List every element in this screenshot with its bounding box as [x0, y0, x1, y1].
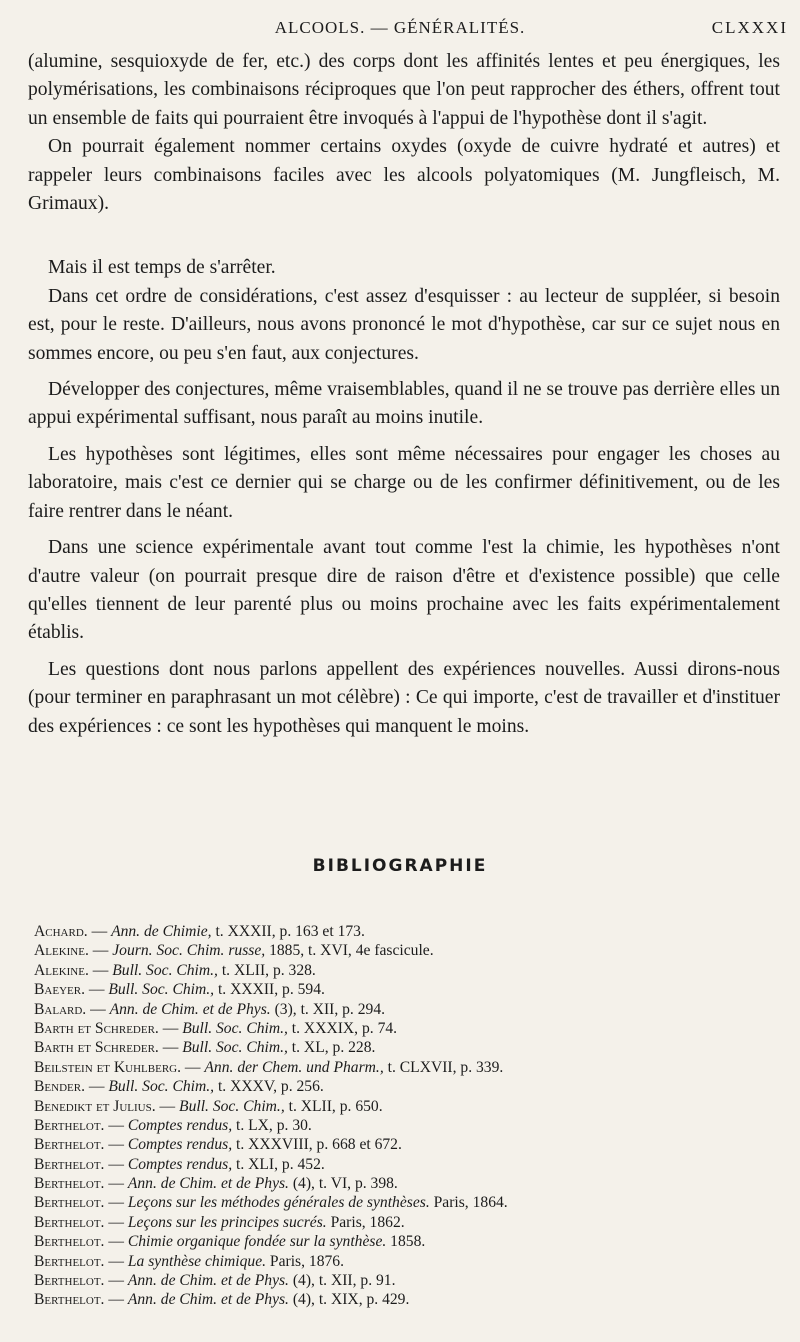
bibliography-entry [34, 1000, 774, 1019]
entry-author: Baeyer. [34, 981, 85, 999]
entry-details: t. XLI, p. 452. [232, 1155, 325, 1173]
bibliography-entry [34, 1097, 774, 1116]
bibliography-entry [34, 1038, 774, 1057]
entry-author: Berthelot. [34, 1252, 105, 1270]
entry-dash: — [104, 1213, 128, 1231]
entry-journal: Leçons sur les principes sucrés. [127, 1213, 327, 1231]
entry-author: Berthelot. [34, 1272, 105, 1290]
entry-dash: — [104, 1291, 128, 1309]
entry-details: 1858. [386, 1233, 426, 1251]
entry-author: Barth et Schreder. [34, 1019, 159, 1037]
entry-journal: Ann. de Chim. et de Phys. [127, 1291, 289, 1309]
entry-journal: Bull. Soc. Chim., [182, 1019, 288, 1037]
entry-details: t. XLII, p. 650. [284, 1097, 383, 1115]
entry-dash: — [104, 1155, 128, 1173]
bibliography-entry [34, 1213, 774, 1232]
entry-author: Berthelot. [34, 1116, 105, 1134]
paragraph: Les hypothèses sont légitimes, elles sont même nécessaires pour engager les choses au laboratoire, mais c'est ce dernier qui se charge ou de les confirmer définitivement, ou de les faire rentrer dans le néant. [28, 443, 780, 522]
entry-journal: Ann. de Chim. et de Phys. [127, 1175, 289, 1193]
entry-author: Alekine. [34, 961, 89, 979]
running-title: ALCOOLS. — GÉNÉRALITÉS. [274, 18, 526, 37]
entry-details: t. XXXVIII, p. 668 et 672. [232, 1136, 402, 1154]
paragraph: Développer des conjectures, même vraisemblables, quand il ne se trouve pas derrière elles un appui expérimental suffisant, nous paraît au moins inutile. [28, 379, 780, 429]
entry-details: t. XXXIX, p. 74. [287, 1019, 398, 1037]
running-head [0, 18, 800, 46]
bibliography-entry [34, 1155, 774, 1174]
bibliography-entry [34, 941, 774, 960]
entry-details: t. LX, p. 30. [232, 1116, 312, 1134]
entry-author: Berthelot. [34, 1213, 105, 1231]
entry-details: 1885, t. XVI, 4e fascicule. [265, 942, 434, 960]
entry-dash: — [155, 1097, 180, 1115]
entry-dash: — [84, 981, 109, 999]
paragraph: Les questions dont nous parlons appellent des expériences nouvelles. Aussi dirons-nous (pour terminer en paraphrasant un mot célèbre) : Ce qui importe, c'est de travailler et d'instituer des expériences : ce sont les hypothèses qui manquent le moins. [28, 658, 780, 737]
entry-author: Barth et Schreder. [34, 1039, 159, 1057]
entry-journal: Ann. der Chem. und Pharm., [204, 1058, 384, 1076]
entry-dash: — [158, 1019, 183, 1037]
entry-author: Berthelot. [34, 1136, 105, 1154]
entry-journal: Leçons sur les méthodes générales de synthèses. [127, 1194, 430, 1212]
bibliography-entry [34, 1116, 774, 1135]
entry-dash: — [104, 1175, 128, 1193]
entry-dash: — [84, 1078, 109, 1096]
bibliography-entry [34, 961, 774, 980]
entry-dash: — [104, 1252, 128, 1270]
entry-author: Beilstein et Kuhlberg. [34, 1058, 182, 1076]
bibliography-entry [34, 1077, 774, 1096]
bibliography-entry [34, 1290, 774, 1309]
entry-dash: — [86, 1000, 110, 1018]
entry-dash: — [88, 942, 113, 960]
entry-dash: — [87, 923, 112, 940]
entry-author: Berthelot. [34, 1291, 105, 1309]
entry-journal: Bull. Soc. Chim., [179, 1097, 285, 1115]
entry-details: (4), t. XII, p. 91. [288, 1272, 396, 1290]
entry-details: Paris, 1864. [429, 1194, 508, 1212]
bibliography-entry [34, 1174, 774, 1193]
entry-author: Benedikt et Julius. [34, 1097, 156, 1115]
entry-details: Paris, 1876. [266, 1252, 344, 1270]
entry-author: Alekine. [34, 942, 89, 960]
entry-author: Berthelot. [34, 1175, 105, 1193]
entry-author: Berthelot. [34, 1233, 105, 1251]
entry-author: Berthelot. [34, 1194, 105, 1212]
bibliography-entry [34, 922, 774, 941]
paragraph: Mais il est temps de s'arrêter. [48, 257, 276, 279]
entry-journal: Ann. de Chim. et de Phys. [127, 1272, 289, 1290]
entry-journal: Comptes rendus, [127, 1116, 233, 1134]
entry-details: (4), t. XIX, p. 429. [288, 1291, 410, 1309]
entry-journal: Bull. Soc. Chim., [112, 961, 218, 979]
entry-journal: Bull. Soc. Chim., [108, 981, 215, 999]
entry-author: Berthelot. [34, 1155, 105, 1173]
bibliography-entry [34, 1135, 774, 1154]
entry-dash: — [104, 1272, 128, 1290]
entry-journal: Ann. de Chimie, [111, 923, 212, 940]
entry-details: (3), t. XII, p. 294. [270, 1000, 386, 1018]
bibliography-entry [34, 1058, 774, 1077]
entry-dash: — [88, 961, 113, 979]
entry-journal: La synthèse chimique. [127, 1252, 267, 1270]
bibliography-entry [34, 1252, 774, 1271]
entry-journal: Bull. Soc. Chim., [108, 1078, 215, 1096]
entry-journal: Ann. de Chim. et de Phys. [109, 1000, 271, 1018]
entry-journal: Comptes rendus, [127, 1136, 233, 1154]
entry-details: t. XXXV, p. 256. [214, 1078, 324, 1096]
entry-journal: Bull. Soc. Chim., [182, 1039, 288, 1057]
entry-dash: — [104, 1116, 128, 1134]
entry-journal: Chimie organique fondée sur la synthèse. [127, 1233, 387, 1251]
bibliography-entry [34, 1193, 774, 1212]
entry-dash: — [104, 1194, 128, 1212]
entry-details: (4), t. VI, p. 398. [288, 1175, 398, 1193]
entry-author: Bender. [34, 1078, 85, 1096]
entry-details: t. XL, p. 228. [287, 1039, 376, 1057]
bibliography-entry [34, 980, 774, 999]
page-number: CLXXXI [711, 18, 788, 37]
entry-dash: — [104, 1233, 128, 1251]
paragraph: Dans cet ordre de considérations, c'est assez d'esquisser : au lecteur de suppléer, si besoin est, pour le reste. D'ailleurs, nous avons prononcé le mot d'hypothèse, car sur ce sujet nous en sommes encore, ou peu s'en faut, aux conjectures. [28, 285, 780, 364]
entry-journal: Journ. Soc. Chim. russe, [112, 942, 266, 960]
entry-dash: — [158, 1039, 183, 1057]
bibliography-list [34, 922, 774, 1310]
bibliography-heading: BIBLIOGRAPHIE [312, 856, 488, 876]
paragraph: (alumine, sesquioxyde de fer, etc.) des corps dont les affinités lentes et peu énergiques, les polymérisations, les combinaisons réciproques que l'on peut rapprocher des éthers, offrent tout un ensemble de faits qui pourraient être invoqués à l'appui de l'hypothèse dont il s'agit. [28, 51, 780, 129]
bibliography-entry [34, 1271, 774, 1290]
paragraph: Dans une science expérimentale avant tout comme l'est la chimie, les hypothèses n'ont d'autre valeur (on pourrait presque dire de raison d'être et d'existence possible) que celle qu'elles tiennent de leur parenté plus ou moins prochaine avec les faits expérimentalement établis. [28, 537, 780, 644]
entry-details: t. XXXII, p. 163 et 173. [211, 923, 365, 940]
entry-journal: Comptes rendus, [127, 1155, 233, 1173]
paragraph: On pourrait également nommer certains oxydes (oxyde de cuivre hydraté et autres) et rappeler leurs combinaisons faciles avec les alcools polyatomiques (M. Jungfleisch, M. Grimaux). [28, 136, 780, 215]
entry-dash: — [181, 1058, 205, 1076]
entry-author: Balard. [34, 1000, 87, 1018]
entry-details: t. XLII, p. 328. [217, 961, 316, 979]
bibliography-entry [34, 1019, 774, 1038]
bibliography-entry [34, 1232, 774, 1251]
entry-details: t. CLXVII, p. 339. [383, 1058, 504, 1076]
entry-details: t. XXXII, p. 594. [214, 981, 325, 999]
entry-dash: — [104, 1136, 128, 1154]
entry-details: Paris, 1862. [326, 1213, 405, 1231]
entry-author: Achard. [34, 923, 88, 940]
main-text [28, 48, 780, 741]
